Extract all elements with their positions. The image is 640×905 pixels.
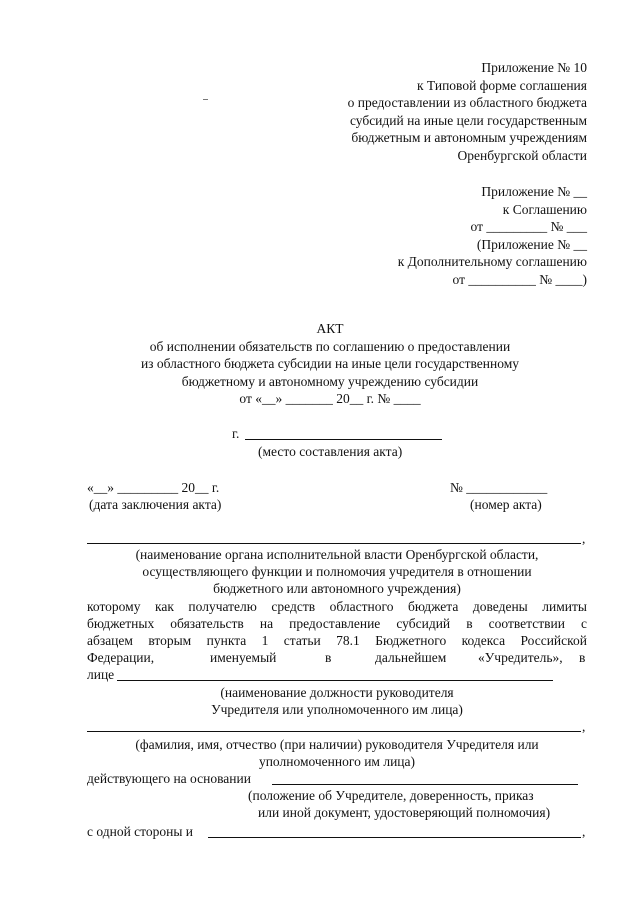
basis-line [272, 784, 578, 785]
annex2-line: (Приложение № __ [476, 236, 587, 252]
act-date-hint: (дата заключения акта) [89, 497, 222, 512]
para-word: именуемый [210, 650, 277, 665]
org-hint-2: осуществляющего функции и полномочия учредителя в отношении [142, 564, 532, 579]
act-title: АКТ [316, 321, 344, 336]
act-date: «__» _________ 20__ г. [87, 480, 220, 495]
fio-hint-1: (фамилия, имя, отчество (при наличии) руководителя Учредителя или [135, 737, 539, 752]
face-line [117, 680, 553, 681]
act-number: № ____________ [450, 480, 548, 495]
fio-hint-2: уполномоченного им лица) [258, 754, 416, 769]
annex2-line: к Соглашению [502, 201, 587, 217]
annex-line: о предоставлении из областного бюджета [347, 95, 587, 110]
act-subtitle-line: из областного бюджета субсидии на иные цели государственному [140, 356, 520, 371]
annex-line: бюджетным и автономным учреждениям [351, 130, 587, 145]
annex-header [348, 59, 587, 164]
annex-line: Оренбургской области [457, 147, 587, 163]
fio-comma: , [582, 719, 586, 734]
head-hint-2: Учредителя или уполномоченного им лица) [211, 702, 463, 717]
basis-hint-1: (положение об Учредителе, доверенность, приказ [248, 788, 534, 803]
annex-line: субсидий на иные цели государственным [349, 112, 587, 128]
annex2-line: к Дополнительному соглашению [397, 254, 587, 269]
side-label: с одной стороны и [87, 824, 194, 839]
annex2-line: от __________ № ____) [452, 271, 587, 287]
para-line-2: бюджетных обязательств на предоставление субсидий в соответствии с [87, 616, 587, 631]
head-hint-1: (наименование должности руководителя [220, 685, 454, 700]
org-hint-3: бюджетного или автономного учреждения) [213, 581, 461, 596]
para-word: в [579, 650, 586, 665]
act-title-block [100, 320, 560, 408]
basis-hint-2: или иной документ, удостоверяющий полномочия) [258, 805, 551, 820]
org-comma: , [582, 531, 586, 546]
place-prefix: г. [232, 426, 240, 441]
org-line [87, 543, 581, 544]
annex-line: к Типовой форме соглашения [417, 77, 587, 93]
annex2-line: Приложение № __ [481, 184, 587, 199]
side-line [208, 837, 581, 838]
para-line-3: абзацем вторым пункта 1 статьи 78.1 Бюджетного кодекса Российской [87, 633, 587, 648]
side-comma: , [582, 824, 586, 839]
agreement-annex-header [398, 183, 587, 288]
face-label: лице [87, 667, 115, 682]
para-line-1: которому как получателю средств областного бюджета доведены лимиты [87, 599, 587, 614]
org-hint-1: (наименование органа исполнительной власти Оренбургской области, [135, 547, 539, 562]
para-word: дальнейшем [375, 650, 447, 665]
annex2-line: от _________ № ___ [470, 219, 587, 234]
scan-mark [203, 99, 208, 100]
place-hint: (место составления акта) [258, 444, 403, 459]
para-word: в [325, 650, 332, 665]
annex-line: Приложение № 10 [481, 60, 587, 75]
act-subtitle-line: бюджетному и автономному учреждению субсидии [181, 373, 479, 389]
para-word: Федерации, [87, 650, 155, 665]
act-subtitle-line: об исполнении обязательств по соглашению о предоставлении [149, 338, 511, 354]
place-line [245, 439, 442, 440]
para-word: «Учредитель», [478, 650, 563, 665]
act-subtitle-line: от «__» _______ 20__ г. № ____ [239, 391, 421, 406]
act-number-hint: (номер акта) [470, 497, 542, 512]
basis-label: действующего на основании [87, 771, 251, 786]
fio-line [87, 731, 581, 732]
